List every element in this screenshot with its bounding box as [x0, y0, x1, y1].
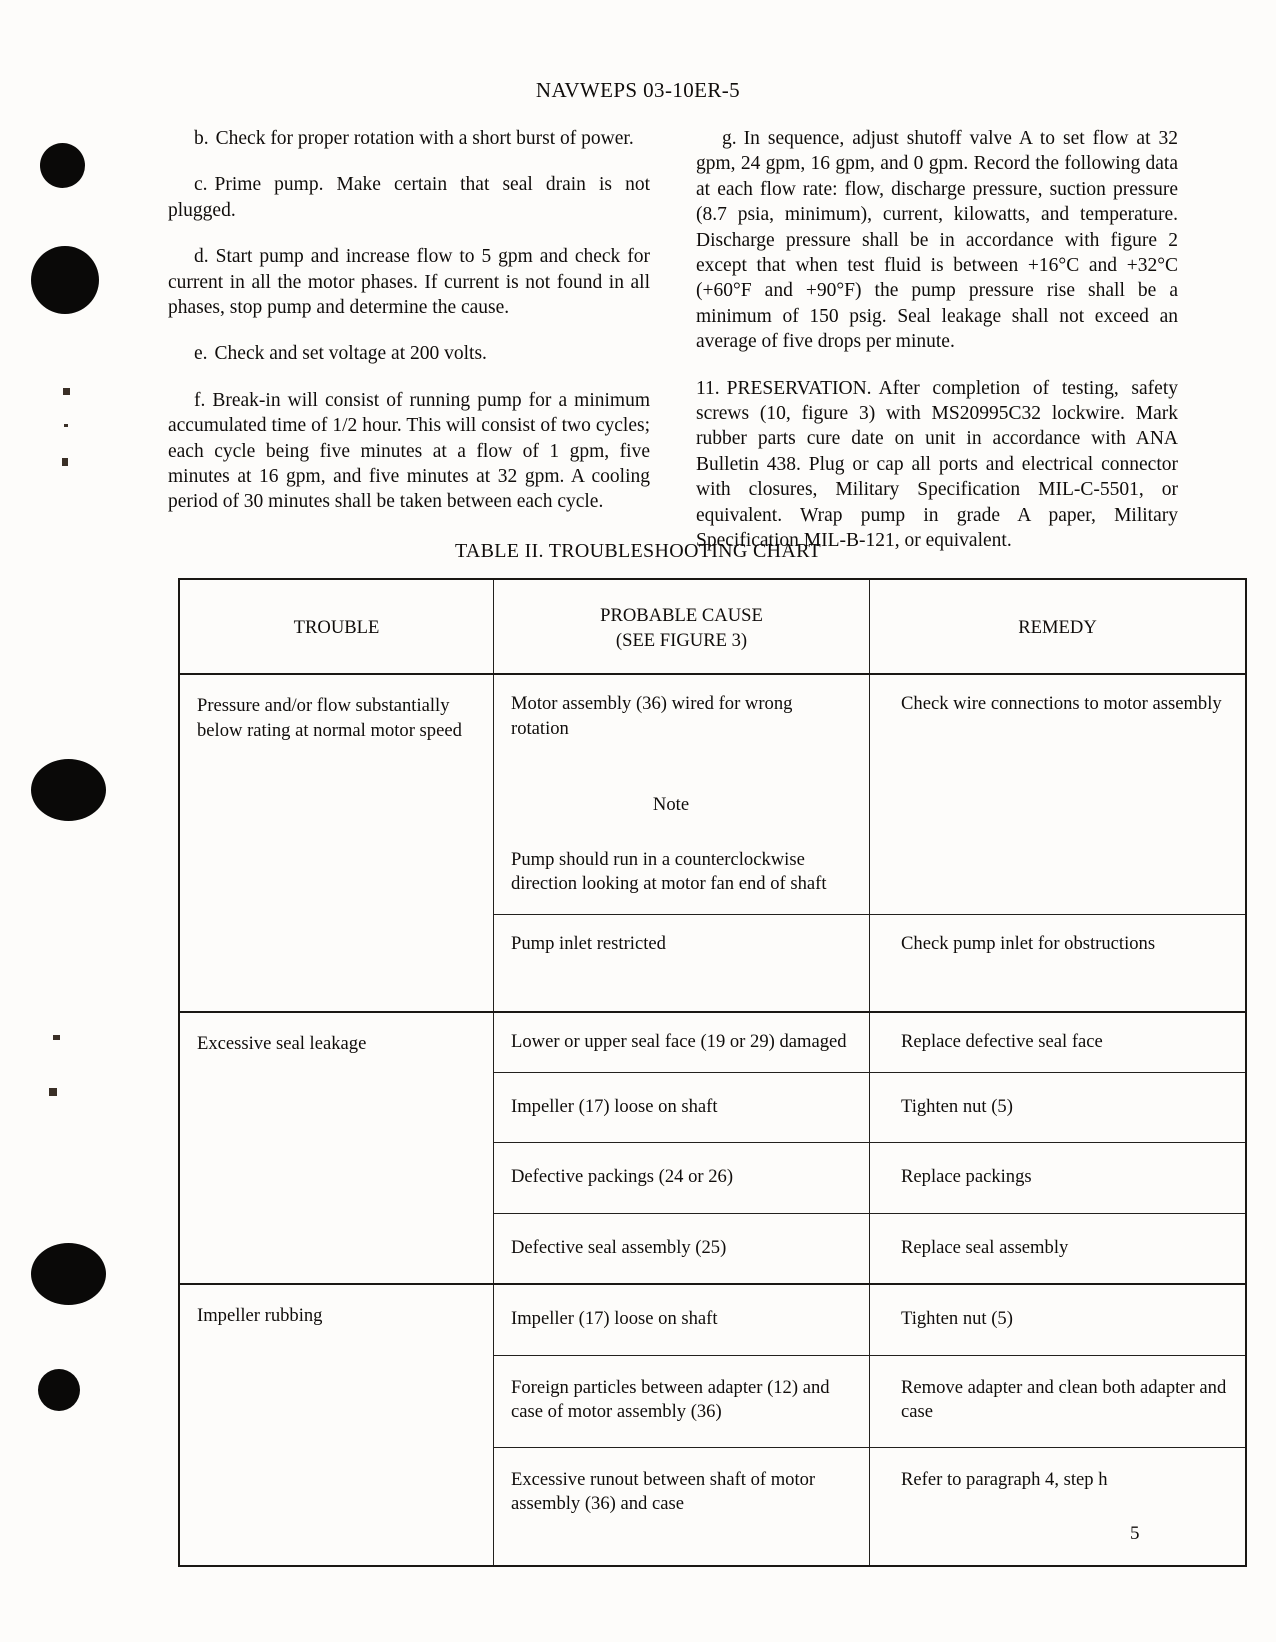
paragraph-b [168, 126, 650, 151]
cause-cell: Lower or upper seal face (19 or 29) damaged [494, 1012, 870, 1072]
cause-cell: Impeller (17) loose on shaft [494, 1072, 870, 1143]
remedy-cell: Remove adapter and clean both adapter and case [870, 1355, 1247, 1447]
step-letter-c: c. [194, 174, 208, 196]
right-text-column [696, 126, 1178, 554]
paragraph-f [168, 388, 650, 515]
paragraph-11-number: 11. [696, 377, 720, 399]
paragraph-e [168, 341, 650, 366]
cause-cell: Pump inlet restricted [494, 914, 870, 1012]
ink-speck [62, 458, 68, 466]
remedy-cell: Refer to paragraph 4, step h [870, 1447, 1247, 1566]
cause-cell: Foreign particles between adapter (12) and case of motor assembly (36) [494, 1355, 870, 1447]
paragraph-11-preservation [696, 376, 1178, 554]
page-number: 5 [1130, 1523, 1140, 1544]
paragraph-11-title: PRESERVATION. [726, 377, 872, 399]
step-letter-e: e. [194, 343, 208, 365]
troubleshooting-table [178, 578, 1247, 1567]
table-title: TABLE II. TROUBLESHOOTING CHART [454, 540, 822, 562]
left-text-column [168, 126, 650, 554]
trouble-cell: Impeller rubbing [179, 1284, 494, 1566]
remedy-cell: Replace defective seal face [870, 1012, 1247, 1072]
punch-hole-mark [40, 143, 85, 188]
page-header: NAVWEPS 03-10ER-5 [535, 78, 741, 102]
header-cause-line1: PROBABLE CAUSE [600, 605, 763, 626]
punch-hole-mark [31, 759, 106, 821]
trouble-cell: Pressure and/or flow substantially below rating at normal motor speed [179, 674, 494, 1012]
punch-hole-mark [31, 246, 99, 314]
header-probable-cause [494, 579, 870, 674]
cause-cell: Defective seal assembly (25) [494, 1213, 870, 1284]
body-columns [168, 126, 1178, 554]
step-text-c: Prime pump. Make certain that seal drain is not plugged. [168, 174, 650, 221]
remedy-cell: Tighten nut (5) [870, 1284, 1247, 1355]
header-cause-line2: (SEE FIGURE 3) [615, 629, 748, 651]
ink-speck [64, 424, 68, 427]
table-row [179, 1284, 1246, 1355]
remedy-cell: Replace seal assembly [870, 1213, 1247, 1284]
paragraph-d [168, 244, 650, 320]
step-letter-d: d. [194, 246, 209, 268]
trouble-cell: Excessive seal leakage [179, 1012, 494, 1284]
table-row [179, 674, 1246, 914]
cause-cell [494, 674, 870, 914]
ink-speck [49, 1088, 57, 1096]
remedy-cell: Tighten nut (5) [870, 1072, 1247, 1143]
paragraph-11-text: After completion of testing, safety screws (10, figure 3) with MS20995C32 lockwire. Mark rubber parts cure date on unit in accordance with ANA Bulletin 438. Plug or cap all ports and electrical connector with closures, Military Specification MIL-C-5501, or equivalent. Wrap pump in grade A paper, Military Specification MIL-B-121, or equivalent. [696, 377, 1178, 552]
table-header-row [179, 579, 1246, 674]
remedy-cell: Replace packings [870, 1143, 1247, 1214]
header-remedy: REMEDY [870, 579, 1247, 674]
cause-cell: Impeller (17) loose on shaft [494, 1284, 870, 1355]
step-text-f: Break-in will consist of running pump for a minimum accumulated time of 1/2 hour. This will consist of two cycles; each cycle being five minutes at a flow of 1 gpm, five minutes at 16 gpm, and five minutes at 32 gpm. A cooling period of 30 minutes shall be taken between each cycle. [168, 389, 650, 513]
remedy-cell: Check wire connections to motor assembly [870, 674, 1247, 914]
step-text-d: Start pump and increase flow to 5 gpm and check for current in all the motor phases. If current is not found in all phases, stop pump and determine the cause. [168, 246, 650, 319]
troubleshooting-table-wrapper [178, 578, 1227, 1567]
cause-cell: Excessive runout between shaft of motor assembly (36) and case [494, 1447, 870, 1566]
step-text-e: Check and set voltage at 200 volts. [214, 343, 487, 365]
paragraph-g [696, 126, 1178, 355]
step-text-g: In sequence, adjust shutoff valve A to set flow at 32 gpm, 24 gpm, 16 gpm, and 0 gpm. Record the following data at each flow rate: flow, discharge pressure, suction pressure (8.7 psia, minimum), current, kilowatts, and temperature. Discharge pressure shall be in accordance with figure 2 except that when test fluid is between +16°C and +32°C (+60°F and +90°F) the pump pressure rise shall be a minimum of 150 psig. Seal leakage shall not exceed an average of five drops per minute. [696, 128, 1178, 353]
ink-speck [53, 1035, 60, 1040]
ink-speck [63, 388, 70, 395]
remedy-cell: Check pump inlet for obstructions [870, 914, 1247, 1012]
note-label: Note [652, 794, 690, 815]
table-row [179, 1012, 1246, 1072]
step-text-b: Check for proper rotation with a short burst of power. [215, 128, 634, 149]
punch-hole-mark [38, 1369, 80, 1411]
step-letter-g: g. [722, 128, 737, 149]
cause-text: Motor assembly (36) wired for wrong rotation [511, 693, 793, 739]
note-text: Pump should run in a counterclockwise direction looking at motor fan end of shaft [511, 848, 827, 894]
header-trouble: TROUBLE [179, 579, 494, 674]
step-letter-f: f. [194, 389, 206, 411]
step-letter-b: b. [194, 128, 209, 149]
punch-hole-mark [31, 1243, 106, 1305]
paragraph-c [168, 172, 650, 223]
note-block [511, 793, 853, 897]
cause-cell: Defective packings (24 or 26) [494, 1143, 870, 1214]
